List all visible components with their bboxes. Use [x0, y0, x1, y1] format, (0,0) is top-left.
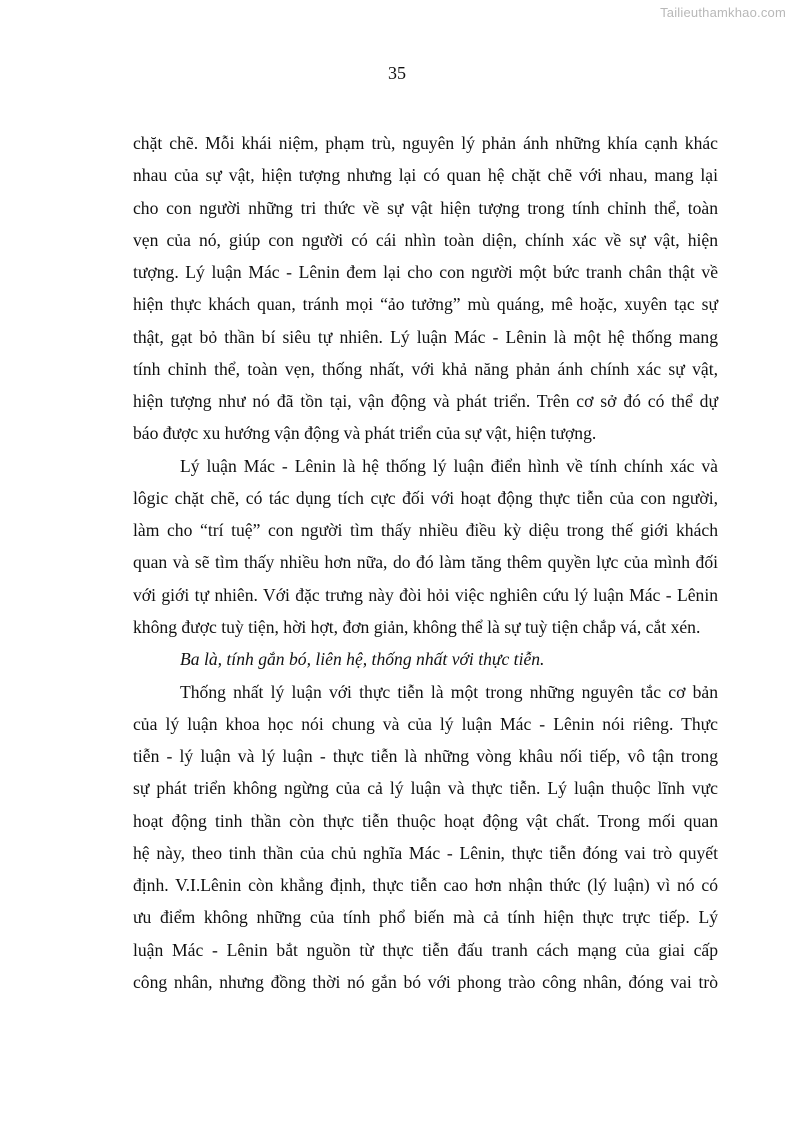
document-body: [133, 131, 718, 1002]
text-line: thật, gạt bỏ thần bí siêu tự nhiên. Lý luận Mác - Lênin là một hệ thống mang: [133, 326, 718, 347]
paragraph: [133, 454, 718, 648]
text-line: hiện thực khách quan, tránh mọi “ảo tưởng” mù quáng, mê hoặc, xuyên tạc sự: [133, 294, 718, 315]
text-line: vẹn của nó, giúp con người có cái nhìn toàn diện, chính xác về sự vật, hiện: [133, 229, 718, 250]
text-line: cho con người những tri thức về sự vật hiện tượng trong tính chỉnh thể, toàn: [133, 197, 718, 218]
text-line: với giới tự nhiên. Với đặc trưng này đòi hỏi việc nghiên cứu lý luận Mác - Lênin: [133, 584, 718, 605]
text-line: chặt chẽ. Mỗi khái niệm, phạm trù, nguyên lý phản ánh những khía cạnh khác: [133, 133, 718, 153]
text-line: lôgic chặt chẽ, có tác dụng tích cực đối với hoạt động thực tiễn của con người,: [133, 487, 718, 508]
text-line: báo được xu hướng vận động và phát triển của sự vật, hiện tượng.: [133, 423, 597, 444]
text-line: tiễn - lý luận và lý luận - thực tiễn là những vòng khâu nối tiếp, vô tận trong: [133, 746, 718, 767]
paragraph: [133, 131, 718, 454]
text-line: tượng. Lý luận Mác - Lênin đem lại cho con người một bức tranh chân thật về: [133, 262, 718, 283]
text-line: nhau của sự vật, hiện tượng nhưng lại có quan hệ chặt chẽ với nhau, mang lại: [133, 165, 718, 186]
text-line: sự phát triển không ngừng của cả lý luận và thực tiễn. Lý luận thuộc lĩnh vực: [133, 778, 718, 799]
section-heading: [133, 647, 718, 679]
text-line: hoạt động tinh thần còn thực tiễn thuộc hoạt động vật chất. Trong mối quan: [133, 810, 718, 831]
text-line: ưu điểm không những của tính phổ biến mà cả tính hiện thực trực tiếp. Lý: [133, 907, 718, 928]
text-line: định. V.I.Lênin còn khẳng định, thực tiễn cao hơn nhận thức (lý luận) vì nó có: [133, 875, 718, 896]
text-line: tính chỉnh thể, toàn vẹn, thống nhất, với khả năng phản ánh chính xác sự vật,: [133, 358, 718, 379]
text-line: Lý luận Mác - Lênin là hệ thống lý luận điển hình về tính chính xác và: [180, 455, 718, 476]
text-line: làm cho “trí tuệ” con người tìm thấy nhiều điều kỳ diệu trong thế giới khách: [133, 520, 718, 541]
text-line: hệ này, theo tinh thần của chủ nghĩa Mác - Lênin, thực tiễn đóng vai trò quyết: [133, 842, 718, 863]
watermark: Tailieuthamkhao.com: [660, 5, 786, 20]
page-number: 35: [388, 63, 406, 83]
italic-heading-line: Ba là, tính gắn bó, liên hệ, thống nhất với thực tiễn.: [180, 649, 545, 670]
text-line: luận Mác - Lênin bắt nguồn từ thực tiễn đấu tranh cách mạng của giai cấp: [133, 939, 718, 960]
text-line: quan và sẽ tìm thấy nhiều hơn nữa, do đó làm tăng thêm quyền lực của mình đối: [133, 552, 718, 573]
text-line: hiện tượng như nó đã tồn tại, vận động và phát triển. Trên cơ sở đó có thể dự: [133, 391, 718, 412]
text-line: công nhân, nhưng đồng thời nó gắn bó với phong trào công nhân, đóng vai trò: [133, 971, 718, 992]
text-line: của lý luận khoa học nói chung và của lý luận Mác - Lênin nói riêng. Thực: [133, 713, 718, 734]
text-line: Thống nhất lý luận với thực tiễn là một trong những nguyên tắc cơ bản: [180, 681, 718, 702]
text-line: không được tuỳ tiện, hời hợt, đơn giản, không thể là sự tuỳ tiện chắp vá, cắt xén.: [133, 616, 701, 637]
paragraph: [133, 680, 718, 1003]
